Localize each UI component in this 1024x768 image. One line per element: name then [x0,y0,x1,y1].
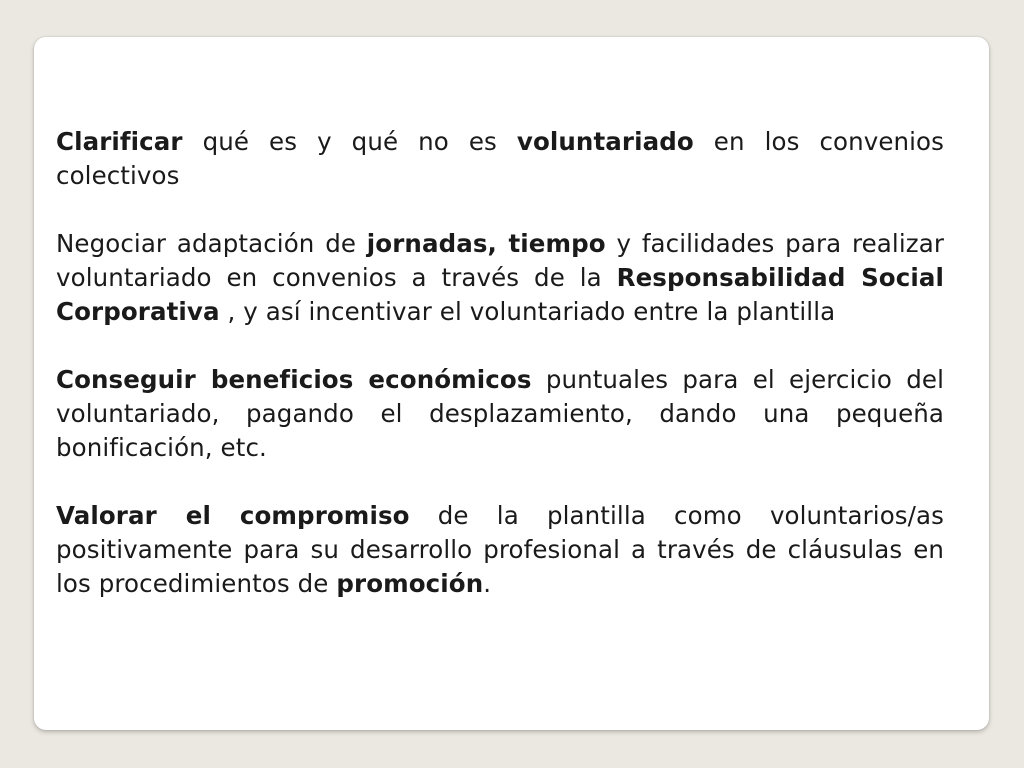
paragraph-clarificar [56,125,944,193]
text-run: y facilidades para realizar voluntariado en convenios a través de la [56,229,944,292]
bold-run: jornadas, tiempo [366,229,606,258]
paragraph-valorar [56,499,944,601]
bold-run: promoción [336,569,484,598]
text-run: en los convenios colectivos [56,127,944,190]
paragraph-conseguir [56,363,944,465]
bold-run: Conseguir beneficios económicos [56,365,532,394]
bold-run: Clarificar [56,127,183,156]
bold-run: Valorar el compromiso [56,501,410,530]
text-run: puntuales para el ejercicio del voluntariado, pagando el desplazamiento, dando una pequeña bonificación, etc. [56,365,944,462]
text-run: qué es y qué no es [182,127,517,156]
text-run: . [483,569,492,598]
paragraph-negociar [56,227,944,329]
text-run: de la plantilla como voluntarios/as positivamente para su desarrollo profesional a través de cláusulas en los procedimientos de [56,501,944,598]
slide-content [56,125,944,601]
text-run: , y así incentivar el voluntariado entre la plantilla [219,297,836,326]
bold-run: Responsabilidad Social Corporativa [56,263,944,326]
text-run: Negociar adaptación de [56,229,367,258]
slide-card [34,37,989,730]
bold-run: voluntariado [516,127,694,156]
